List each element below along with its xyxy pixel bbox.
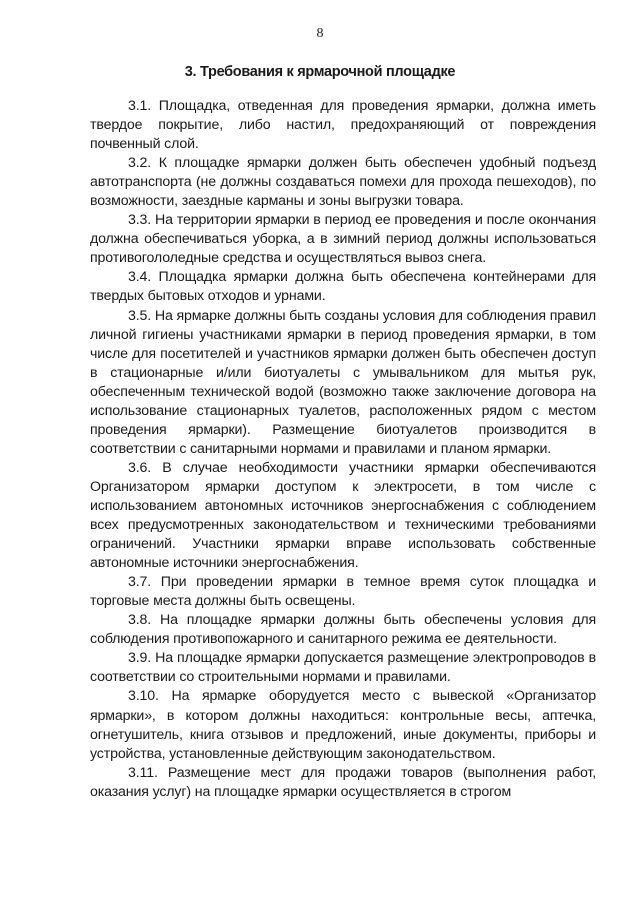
paragraph-3-3: 3.3. На территории ярмарки в период ее проведения и после окончания должна обеспечиваться уборка, а в зимний период должны использоваться противогололедные средства и осуществляться вывоз снега. [90,212,596,267]
paragraph-3-7: 3.7. При проведении ярмарки в темное время суток площадка и торговые места должны быть освещены. [90,574,596,610]
document-body [90,97,596,802]
paragraph-3-5: 3.5. На ярмарке должны быть созданы условия для соблюдения правил личной гигиены участниками ярмарки в период проведения ярмарки, в том числе для посетителей и участников ярмарки должен быть обеспечен доступ в стационарные и/или биотуалеты с умывальником для мытья рук, обеспеченным технической водой (возможно также заключение договора на использование стационарных туалетов, расположенных рядом с местом проведения ярмарки). Размещение биотуалетов производится в соответствии с санитарными нормами и правилами и планом ярмарки. [90,307,596,457]
paragraph-3-11: 3.11. Размещение мест для продажи товаров (выполнения работ, оказания услуг) на площадке ярмарки осуществляется в строгом [90,764,596,800]
paragraph-3-6: 3.6. В случае необходимости участники ярмарки обеспечиваются Организатором ярмарки доступом к электросети, в том числе с использованием автономных источников энергоснабжения с соблюдением всех предусмотренных законодательством и техническими требованиями ограничений. Участники ярмарки вправе использовать собственные автономные источники энергоснабжения. [90,459,596,572]
paragraph-3-1: 3.1. Площадка, отведенная для проведения ярмарки, должна иметь твердое покрытие, либо настил, предохраняющий от повреждения почвенный слой. [90,98,596,153]
section-heading: 3. Требования к ярмарочной площадке [184,64,456,80]
paragraph-3-9: 3.9. На площадке ярмарки допускается размещение электропроводов в соответствии со строительными нормами и правилами. [90,650,596,686]
paragraph-3-8: 3.8. На площадке ярмарки должны быть обеспечены условия для соблюдения противопожарного и санитарного режима ее деятельности. [90,612,596,648]
paragraph-3-10: 3.10. На ярмарке оборудуется место с вывеской «Организатор ярмарки», в котором должны находиться: контрольные весы, аптечка, огнетушитель, книга отзывов и предложений, иные документы, приборы и устройства, установленные действующим законодательством. [90,688,596,762]
page-number: 8 [316,26,324,41]
paragraph-3-4: 3.4. Площадка ярмарки должна быть обеспечена контейнерами для твердых бытовых отходов и урнами. [90,269,596,305]
paragraph-3-2: 3.2. К площадке ярмарки должен быть обеспечен удобный подъезд автотранспорта (не должны создаваться помехи для прохода пешеходов), по возможности, заездные карманы и зоны выгрузки товара. [90,155,596,210]
